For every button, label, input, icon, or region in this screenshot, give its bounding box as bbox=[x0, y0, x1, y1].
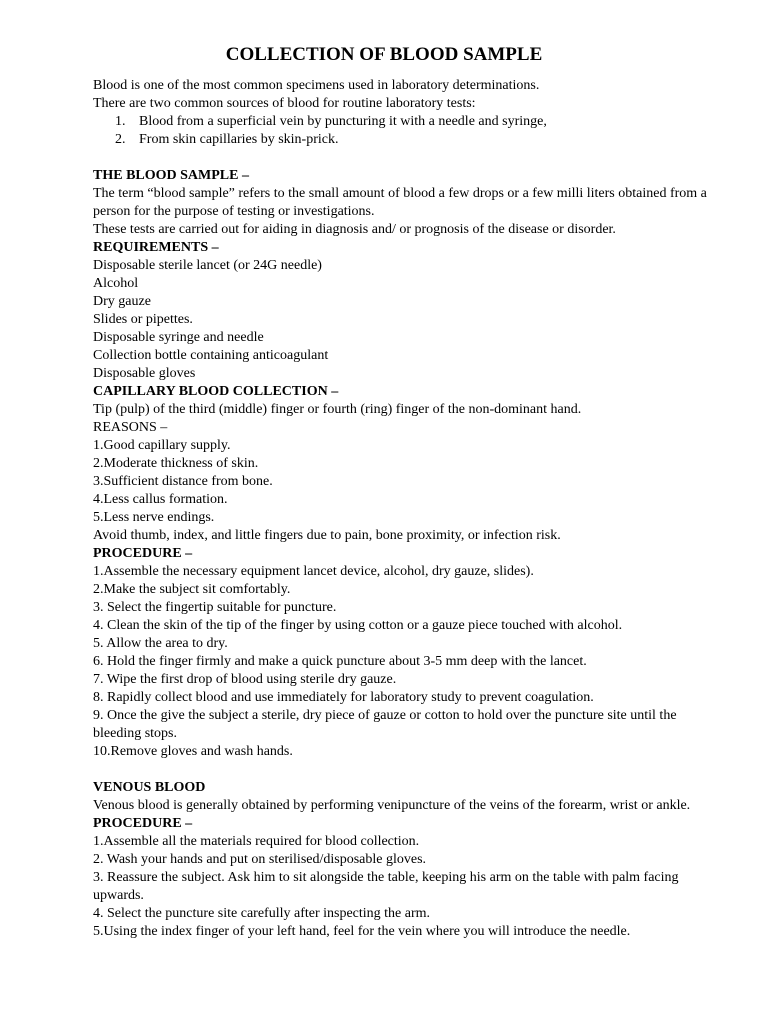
blood-sample-purpose: These tests are carried out for aiding in diagnosis and/ or prognosis of the disease or disorder. bbox=[93, 222, 616, 237]
list-item: Disposable sterile lancet (or 24G needle) bbox=[93, 258, 322, 273]
list-item: 10.Remove gloves and wash hands. bbox=[93, 744, 293, 759]
list-item: Disposable syringe and needle bbox=[93, 330, 264, 345]
section-heading-blood-sample: THE BLOOD SAMPLE – bbox=[93, 168, 249, 183]
list-item: 1. Blood from a superficial vein by puncturing it with a needle and syringe, bbox=[115, 114, 547, 129]
list-item: 4. Clean the skin of the tip of the finger by using cotton or a gauze piece touched with alcohol. bbox=[93, 618, 623, 633]
reasons-heading: REASONS – bbox=[93, 420, 168, 435]
list-item: 3.Sufficient distance from bone. bbox=[93, 474, 273, 489]
list-item: 2.Make the subject sit comfortably. bbox=[93, 582, 291, 597]
section-heading-capillary: CAPILLARY BLOOD COLLECTION – bbox=[93, 384, 339, 399]
list-item: 2. From skin capillaries by skin-prick. bbox=[115, 132, 339, 147]
spacer bbox=[93, 149, 723, 167]
list-item: 4.Less callus formation. bbox=[93, 492, 228, 507]
list-item: 3. Select the fingertip suitable for puncture. bbox=[93, 600, 337, 615]
list-item: 2.Moderate thickness of skin. bbox=[93, 456, 259, 471]
list-item: 9. Once the give the subject a sterile, dry piece of gauze or cotton to hold over the puncture site until the bleeding stops. bbox=[93, 708, 677, 741]
venous-description: Venous blood is generally obtained by performing venipuncture of the veins of the forearm, wrist or ankle. bbox=[93, 798, 691, 813]
requirements-list bbox=[93, 257, 723, 383]
list-item: 4. Select the puncture site carefully after inspecting the arm. bbox=[93, 906, 431, 921]
list-item: Collection bottle containing anticoagulant bbox=[93, 348, 329, 363]
list-item: 1.Assemble all the materials required for blood collection. bbox=[93, 834, 420, 849]
list-item: 1.Good capillary supply. bbox=[93, 438, 231, 453]
list-item: 3. Reassure the subject. Ask him to sit alongside the table, keeping his arm on the table with palm facing upwards. bbox=[93, 870, 679, 903]
list-item: 5.Using the index finger of your left hand, feel for the vein where you will introduce the needle. bbox=[93, 924, 631, 939]
reasons-list bbox=[93, 437, 723, 527]
list-item: 5. Allow the area to dry. bbox=[93, 636, 228, 651]
intro-line-2: There are two common sources of blood for routine laboratory tests: bbox=[93, 96, 476, 111]
capillary-site: Tip (pulp) of the third (middle) finger or fourth (ring) finger of the non-dominant hand. bbox=[93, 402, 582, 417]
list-item: Disposable gloves bbox=[93, 366, 196, 381]
document-title: COLLECTION OF BLOOD SAMPLE bbox=[225, 44, 543, 65]
list-item: 7. Wipe the first drop of blood using sterile dry gauze. bbox=[93, 672, 397, 687]
venous-procedure-list bbox=[93, 833, 723, 941]
section-heading-venous-procedure: PROCEDURE – bbox=[93, 816, 193, 831]
list-item: 2. Wash your hands and put on sterilised/disposable gloves. bbox=[93, 852, 427, 867]
list-item: 6. Hold the finger firmly and make a quick puncture about 3-5 mm deep with the lancet. bbox=[93, 654, 587, 669]
document-body bbox=[93, 77, 723, 941]
spacer bbox=[93, 761, 723, 779]
capillary-procedure-list bbox=[93, 563, 723, 761]
sources-list bbox=[93, 113, 723, 149]
section-heading-venous: VENOUS BLOOD bbox=[93, 780, 206, 795]
blood-sample-definition: The term “blood sample” refers to the small amount of blood a few drops or a few milli liters obtained from a person for the purpose of testing or investigations. bbox=[93, 186, 707, 219]
list-item: Dry gauze bbox=[93, 294, 151, 309]
avoid-note: Avoid thumb, index, and little fingers due to pain, bone proximity, or infection risk. bbox=[93, 528, 561, 543]
list-item: 5.Less nerve endings. bbox=[93, 510, 215, 525]
list-item: Alcohol bbox=[93, 276, 139, 291]
section-heading-capillary-procedure: PROCEDURE – bbox=[93, 546, 193, 561]
intro-line-1: Blood is one of the most common specimens used in laboratory determinations. bbox=[93, 78, 540, 93]
list-item: Slides or pipettes. bbox=[93, 312, 193, 327]
list-item: 8. Rapidly collect blood and use immediately for laboratory study to prevent coagulation. bbox=[93, 690, 594, 705]
section-heading-requirements: REQUIREMENTS – bbox=[93, 240, 219, 255]
list-item: 1.Assemble the necessary equipment lancet device, alcohol, dry gauze, slides). bbox=[93, 564, 534, 579]
